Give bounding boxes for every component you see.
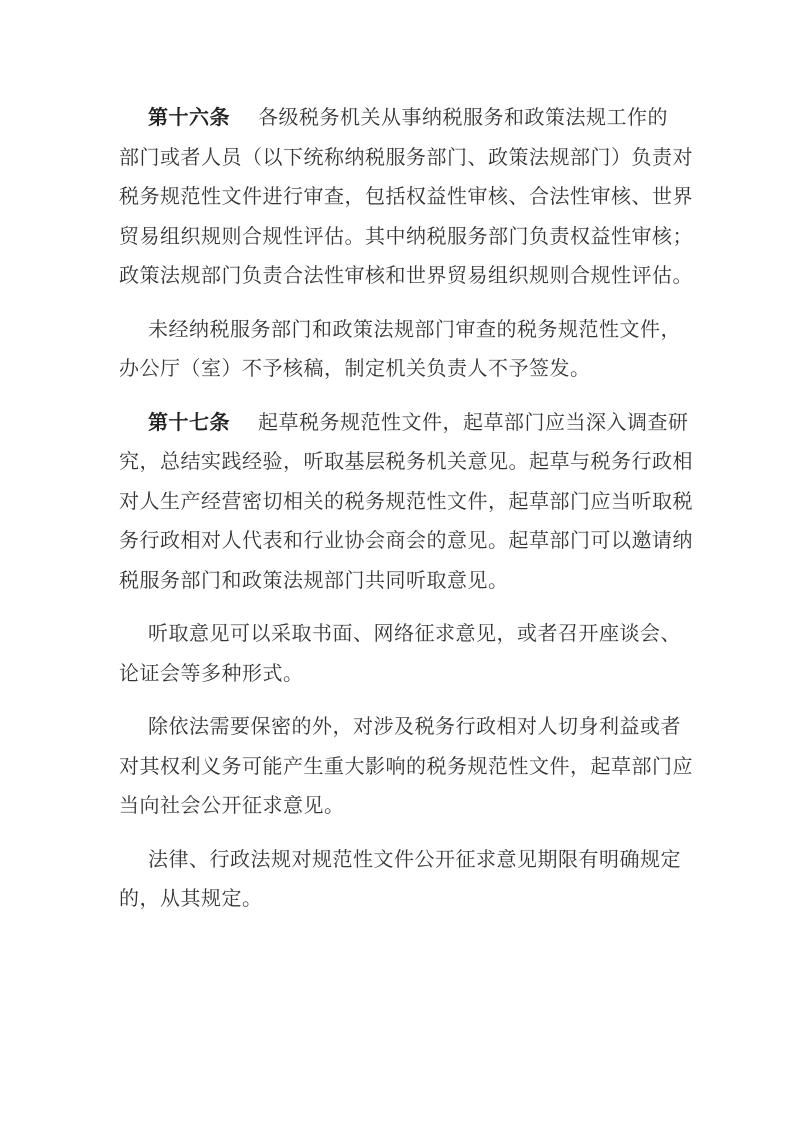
text-line: 除依法需要保密的外，对涉及税务行政相对人切身利益或者 <box>148 714 681 738</box>
text-line: 政策法规部门负责合法性审核和世界贸易组织规则合规性评估。 <box>119 263 693 287</box>
text-line <box>119 403 689 443</box>
paragraph <box>119 707 693 826</box>
text-line: 听取意见可以采取书面、网络征求意见，或者召开座谈会、 <box>148 621 681 645</box>
text-line: 税务规范性文件进行审查，包括权益性审核、合法性审核、世界 <box>119 184 693 208</box>
text-line: 未经纳税服务部门和政策法规部门审查的税务规范性文件， <box>148 316 681 341</box>
document-body <box>119 98 693 933</box>
text-line: 对其权利义务可能产生重大影响的税务规范性文件，起草部门应 <box>119 753 693 778</box>
text-line: 办公厅（室）不予核稿，制定机关负责人不予签发。 <box>119 356 591 380</box>
text-line: 务行政相对人代表和行业协会商会的意见。起草部门可以邀请纳 <box>119 528 693 552</box>
paragraph <box>119 614 679 693</box>
paragraph <box>119 310 679 389</box>
text-line <box>119 98 679 138</box>
text-line: 部门或者人员（以下统称纳税服务部门、政策法规部门）负责对 <box>119 144 693 169</box>
text-line: 贸易组织规则合规性评估。其中纳税服务部门负责权益性审核； <box>119 223 693 248</box>
text-line: 当向社会公开征求意见。 <box>119 793 345 817</box>
text-line-content: 各级税务机关从事纳税服务和政策法规工作的 <box>258 105 668 129</box>
text-line-content: 起草税务规范性文件，起草部门应当深入调查研 <box>258 409 689 434</box>
text-line: 论证会等多种形式。 <box>119 660 304 685</box>
article-heading: 第十六条 <box>148 105 230 129</box>
text-line: 究，总结实践经验，听取基层税务机关意见。起草与税务行政相 <box>119 449 693 473</box>
text-line: 的，从其规定。 <box>119 886 263 910</box>
text-line: 税服务部门和政策法规部门共同听取意见。 <box>119 567 509 592</box>
article-heading: 第十七条 <box>148 409 230 434</box>
text-line: 对人生产经营密切相关的税务规范性文件，起草部门应当听取税 <box>119 488 693 513</box>
article-16-paragraph <box>119 98 693 296</box>
paragraph <box>119 840 679 919</box>
article-17-paragraph <box>119 403 693 601</box>
text-line: 法律、行政法规对规范性文件公开征求意见期限有明确规定 <box>148 846 681 871</box>
